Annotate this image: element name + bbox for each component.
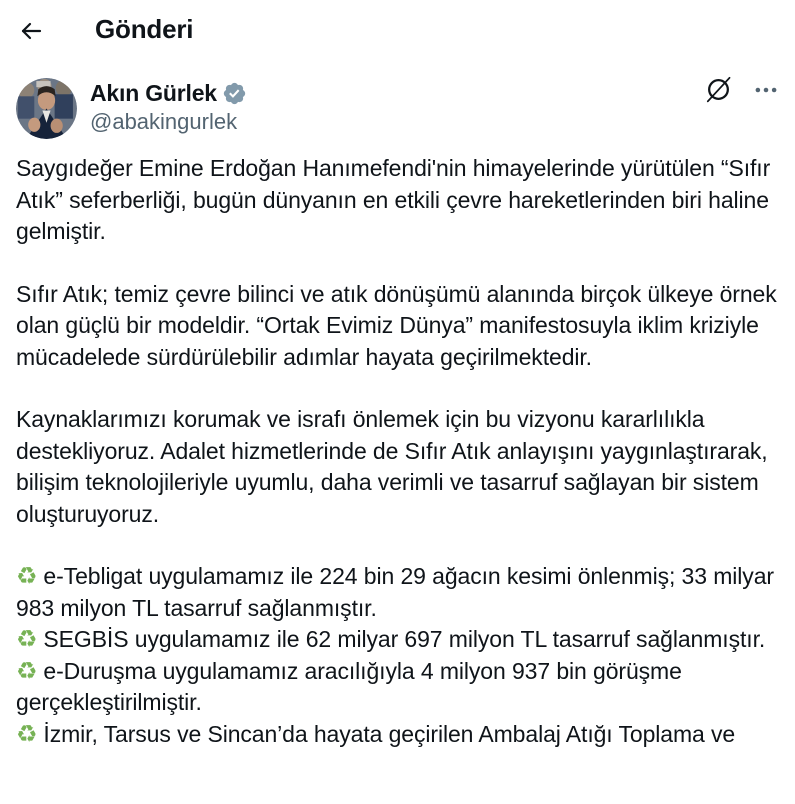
- back-button[interactable]: [12, 12, 50, 50]
- post-body: [0, 139, 795, 750]
- post-head-actions: [699, 73, 785, 111]
- recycle-icon: ♻: [16, 720, 38, 748]
- post-paragraph: Sıfır Atık; temiz çevre bilinci ve atık dönüşümü alanında birçok ülkeye örnek olan güçlü bir modeldir. “Ortak Evimiz Dünya” manifestosuyla iklim kriziyle mücadelede sürdürülebilir adımlar hayata geçirilmektedir.: [16, 280, 777, 370]
- author-name[interactable]: Akın Gürlek: [90, 80, 217, 106]
- post-detail-header: [0, 0, 795, 62]
- ellipsis-icon: [753, 77, 779, 108]
- avatar-photo: [16, 78, 77, 139]
- bullet-text: e-Duruşma uygulamamız aracılığıyla 4 milyon 937 bin görüşme gerçekleştirilmiştir.: [16, 657, 682, 715]
- recycle-icon: ♻: [16, 657, 38, 685]
- post-bullet: [16, 719, 779, 751]
- post-bullet: [16, 624, 779, 656]
- verified-badge-icon: [222, 81, 247, 106]
- author-name-line: [90, 80, 247, 107]
- bullet-text: İzmir, Tarsus ve Sincan’da hayata geçirilen Ambalaj Atığı Toplama ve: [43, 720, 736, 747]
- post-article: [0, 62, 795, 139]
- post-bullet: [16, 656, 779, 719]
- arrow-left-icon: [19, 19, 43, 43]
- grok-button[interactable]: [699, 73, 737, 111]
- post-paragraph: Saygıdeğer Emine Erdoğan Hanımefendi'nin himayelerinde yürütülen “Sıfır Atık” seferberliği, bugün dünyanın en etkili çevre hareketlerinden biri haline gelmiştir.: [16, 155, 771, 244]
- avatar[interactable]: [16, 78, 77, 139]
- more-button[interactable]: [747, 73, 785, 111]
- grok-icon: [705, 76, 732, 108]
- post-bullet: [16, 561, 779, 624]
- bullet-text: e-Tebligat uygulamamız ile 224 bin 29 ağacın kesimi önlenmiş; 33 milyar 983 milyon TL tasarruf sağlanmıştır.: [16, 563, 774, 621]
- author-handle[interactable]: @abakingurlek: [90, 109, 238, 134]
- author-meta: [90, 78, 247, 135]
- page-title: Gönderi: [95, 14, 194, 44]
- recycle-icon: ♻: [16, 626, 38, 653]
- post-paragraph: Kaynaklarımızı korumak ve israfı önlemek için bu vizyonu kararlılıkla destekliyoruz. Adalet hizmetlerinde de Sıfır Atık anlayışını yaygınlaştırarak, bilişim teknolojileriyle uyumlu, daha verimli ve tasarruf sağlayan bir sistem oluşturuyoruz.: [16, 406, 768, 527]
- bullet-text: SEGBİS uygulamamız ile 62 milyar 697 milyon TL tasarruf sağlanmıştır.: [43, 626, 766, 652]
- recycle-icon: ♻: [16, 563, 38, 590]
- author-row: [16, 78, 779, 139]
